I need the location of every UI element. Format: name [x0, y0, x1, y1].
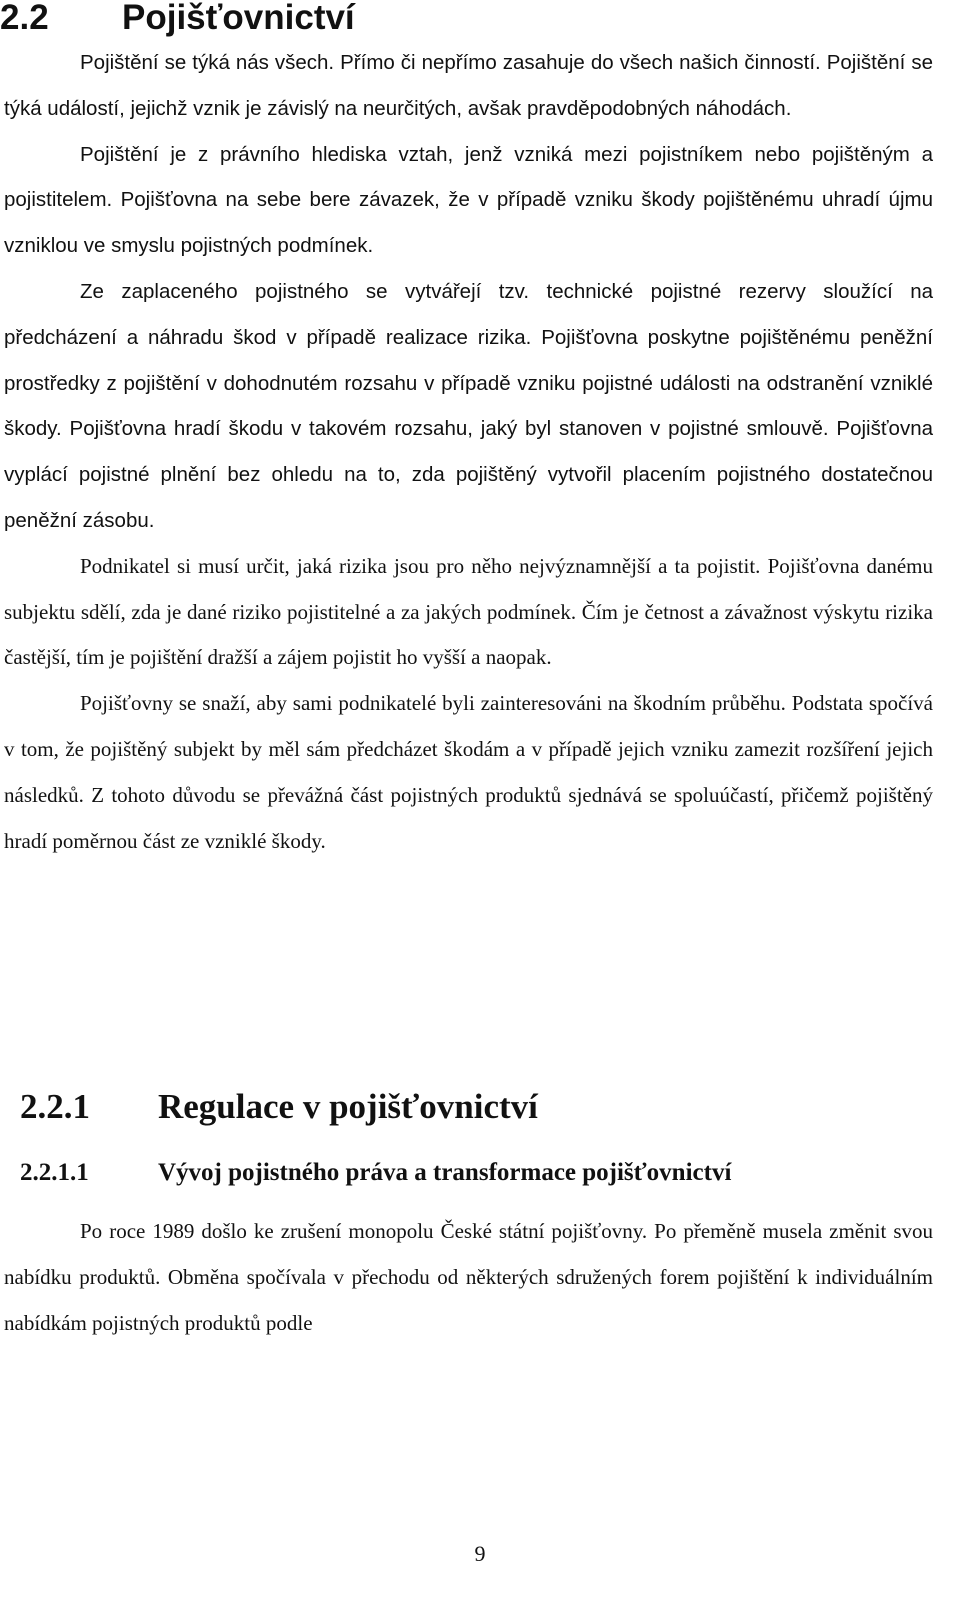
subsection-heading [20, 1082, 538, 1132]
paragraph: Pojišťovny se snaží, aby sami podnikatelé byli zainteresováni na škodním průběhu. Podstata spočívá v tom, že pojištěný subjekt by měl sám předcházet škodám a v případě jejich vzniku zamezit rozšíření jejich následků. Z tohoto důvodu se převážná část pojistných produktů sjednává se spoluúčastí, přičemž pojištěný hradí poměrnou část ze vzniklé škody. [4, 691, 933, 853]
subsubsection-heading [20, 1155, 731, 1191]
section-title: Pojišťovnictví [122, 0, 355, 37]
section-number: 2.2 [0, 0, 49, 37]
paragraph: Podnikatel si musí určit, jaká rizika jsou pro něho nejvýznamnější a ta pojistit. Pojišťovna danému subjektu sdělí, zda je dané riziko pojistitelné a za jakých podmínek. Čím je četnost a závažnost výskytu rizika častější, tím je pojištění dražší a zájem pojistit ho vyšší a naopak. [4, 553, 933, 670]
paragraph: Ze zaplaceného pojistného se vytvářejí tzv. technické pojistné rezervy sloužící na předcházení a náhradu škod v případě realizace rizika. Pojišťovna poskytne pojištěnému peněžní prostředky z pojištění v dohodnutém rozsahu v případě vzniku pojistné události na odstranění vzniklé škody. Pojišťovna hradí škodu v takovém rozsahu, jaký byl stanoven v pojistné smlouvě. Pojišťovna vyplácí pojistné plnění bez ohledu na to, zda pojištěný vytvořil placením pojistného dostatečnou peněžní zásobu. [4, 279, 933, 532]
subsubsection-text-block [4, 1209, 933, 1346]
subsubsection-title: Vývoj pojistného práva a transformace pojišťovnictví [158, 1159, 732, 1186]
page-number: 9 [474, 1541, 486, 1566]
paragraph: Po roce 1989 došlo ke zrušení monopolu České státní pojišťovny. Po přeměně musela změnit svou nabídku produktů. Obměna spočívala v přechodu od některých sdružených forem pojištění k individuálním nabídkám pojistných produktů podle [4, 1219, 933, 1335]
subsubsection-number: 2.2.1.1 [20, 1159, 89, 1186]
paragraph: Pojištění se týká nás všech. Přímo či nepřímo zasahuje do všech našich činností. Pojištění se týká událostí, jejichž vznik je závislý na neurčitých, avšak pravděpodobných náhodách. [4, 51, 933, 120]
paragraph: Pojištění je z právního hlediska vztah, jenž vzniká mezi pojistníkem nebo pojištěným a pojistitelem. Pojišťovna na sebe bere závazek, že v případě vzniku škody pojištěnému uhradí újmu vzniklou ve smyslu pojistných podmínek. [4, 142, 933, 258]
subsection-number: 2.2.1 [20, 1087, 90, 1126]
intro-text-block [4, 40, 933, 864]
subsection-title: Regulace v pojišťovnictví [158, 1087, 538, 1126]
section-heading [0, 0, 355, 40]
